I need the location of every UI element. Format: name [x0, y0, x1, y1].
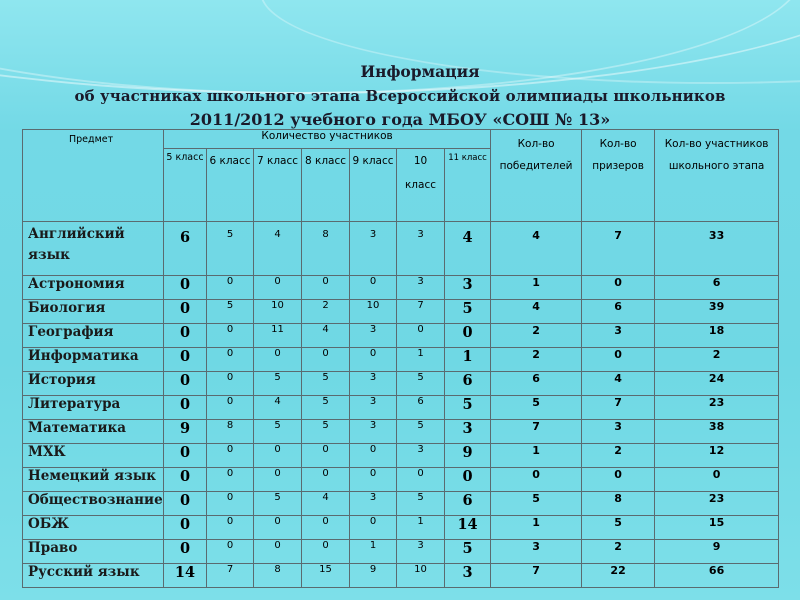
- header-grade-9: 9 класс: [350, 149, 397, 222]
- header-grade-5: 5 класс: [164, 149, 207, 222]
- grade-10-cell: 6: [397, 396, 445, 420]
- grade-9-cell: 0: [350, 468, 397, 492]
- grade-10-cell: 5: [397, 420, 445, 444]
- prizes-cell: 7: [582, 222, 655, 276]
- grade-5-cell: 9: [164, 420, 207, 444]
- grade-10-cell: 3: [397, 276, 445, 300]
- grade-8-cell: 5: [302, 420, 350, 444]
- grade-10-cell: 1: [397, 348, 445, 372]
- grade-9-cell: 3: [350, 492, 397, 516]
- header-grade-7: 7 класс: [254, 149, 302, 222]
- header-participant-count: Количество участников: [164, 130, 491, 149]
- grade-8-cell: 0: [302, 540, 350, 564]
- grade-8-cell: 0: [302, 444, 350, 468]
- total-cell: 23: [655, 396, 779, 420]
- total-cell: 23: [655, 492, 779, 516]
- grade-8-cell: 5: [302, 372, 350, 396]
- table-row: [23, 348, 779, 372]
- grade-5-cell: 0: [164, 396, 207, 420]
- grade-5-cell: 0: [164, 492, 207, 516]
- table-row: [23, 276, 779, 300]
- grade-10-cell: 1: [397, 516, 445, 540]
- prizes-cell: 6: [582, 300, 655, 324]
- prizes-cell: 22: [582, 564, 655, 588]
- grade-7-cell: 4: [254, 396, 302, 420]
- grade-5-cell: 0: [164, 540, 207, 564]
- prizes-cell: 2: [582, 540, 655, 564]
- subject-cell: МХК: [23, 444, 164, 468]
- grade-5-cell: 0: [164, 324, 207, 348]
- grade-5-cell: 0: [164, 300, 207, 324]
- subject-cell: Русский язык: [23, 564, 164, 588]
- table-row: [23, 222, 779, 276]
- grade-8-cell: 0: [302, 516, 350, 540]
- grade-9-cell: 1: [350, 540, 397, 564]
- grade-6-cell: 0: [207, 516, 254, 540]
- grade-8-cell: 0: [302, 348, 350, 372]
- table-row: [23, 564, 779, 588]
- grade-7-cell: 0: [254, 540, 302, 564]
- grade-8-cell: 0: [302, 276, 350, 300]
- grade-10-cell: 3: [397, 540, 445, 564]
- grade-7-cell: 4: [254, 222, 302, 276]
- winners-cell: 2: [491, 348, 582, 372]
- grade-10-cell: 5: [397, 372, 445, 396]
- total-cell: 6: [655, 276, 779, 300]
- grade-11-cell: 0: [445, 468, 491, 492]
- grade-9-cell: 10: [350, 300, 397, 324]
- total-cell: 9: [655, 540, 779, 564]
- table-row: [23, 372, 779, 396]
- grade-7-cell: 5: [254, 372, 302, 396]
- grade-7-cell: 5: [254, 420, 302, 444]
- header-prizes: Кол-во призеров: [582, 130, 655, 222]
- header-grade-8: 8 класс: [302, 149, 350, 222]
- grade-9-cell: 3: [350, 420, 397, 444]
- grade-11-cell: 14: [445, 516, 491, 540]
- grade-9-cell: 3: [350, 372, 397, 396]
- grade-6-cell: 0: [207, 444, 254, 468]
- title-line-2: об участниках школьного этапа Всероссийской олимпиады школьников: [74, 87, 726, 105]
- winners-cell: 0: [491, 468, 582, 492]
- header-grade-11: 11 класс: [445, 149, 491, 222]
- total-cell: 15: [655, 516, 779, 540]
- winners-cell: 2: [491, 324, 582, 348]
- winners-cell: 4: [491, 222, 582, 276]
- grade-9-cell: 3: [350, 324, 397, 348]
- grade-7-cell: 0: [254, 468, 302, 492]
- grade-6-cell: 5: [207, 222, 254, 276]
- header-subject: Предмет: [23, 130, 164, 222]
- grade-11-cell: 1: [445, 348, 491, 372]
- header-winners: Кол-во победителей: [491, 130, 582, 222]
- prizes-cell: 2: [582, 444, 655, 468]
- winners-cell: 3: [491, 540, 582, 564]
- prizes-cell: 5: [582, 516, 655, 540]
- grade-8-cell: 8: [302, 222, 350, 276]
- subject-cell: Астрономия: [23, 276, 164, 300]
- grade-11-cell: 5: [445, 300, 491, 324]
- slide-title: [0, 60, 800, 132]
- grade-11-cell: 4: [445, 222, 491, 276]
- grade-10-cell: 0: [397, 468, 445, 492]
- subject-cell: Биология: [23, 300, 164, 324]
- grade-11-cell: 6: [445, 492, 491, 516]
- grade-11-cell: 3: [445, 564, 491, 588]
- grade-10-cell: 3: [397, 444, 445, 468]
- grade-5-cell: 0: [164, 468, 207, 492]
- grade-11-cell: 9: [445, 444, 491, 468]
- grade-9-cell: 0: [350, 276, 397, 300]
- total-cell: 33: [655, 222, 779, 276]
- winners-cell: 1: [491, 444, 582, 468]
- grade-9-cell: 0: [350, 516, 397, 540]
- grade-8-cell: 4: [302, 492, 350, 516]
- grade-8-cell: 0: [302, 468, 350, 492]
- grade-5-cell: 6: [164, 222, 207, 276]
- grade-10-cell: 10: [397, 564, 445, 588]
- grade-6-cell: 8: [207, 420, 254, 444]
- grade-6-cell: 0: [207, 492, 254, 516]
- grade-6-cell: 0: [207, 540, 254, 564]
- grade-9-cell: 3: [350, 396, 397, 420]
- winners-cell: 5: [491, 396, 582, 420]
- grade-8-cell: 15: [302, 564, 350, 588]
- grade-8-cell: 4: [302, 324, 350, 348]
- grade-7-cell: 0: [254, 516, 302, 540]
- total-cell: 38: [655, 420, 779, 444]
- grade-8-cell: 5: [302, 396, 350, 420]
- subject-cell: История: [23, 372, 164, 396]
- grade-9-cell: 0: [350, 348, 397, 372]
- grade-10-cell: 0: [397, 324, 445, 348]
- table-row: [23, 540, 779, 564]
- winners-cell: 6: [491, 372, 582, 396]
- grade-11-cell: 3: [445, 276, 491, 300]
- title-line-3: 2011/2012 учебного года МБОУ «СОШ № 13»: [189, 110, 611, 129]
- winners-cell: 4: [491, 300, 582, 324]
- grade-5-cell: 0: [164, 276, 207, 300]
- total-cell: 24: [655, 372, 779, 396]
- subject-cell: Обществознание: [23, 492, 164, 516]
- table-row: [23, 444, 779, 468]
- grade-5-cell: 0: [164, 444, 207, 468]
- subject-cell: Немецкий язык: [23, 468, 164, 492]
- grade-10-cell: 3: [397, 222, 445, 276]
- total-cell: 18: [655, 324, 779, 348]
- grade-6-cell: 0: [207, 372, 254, 396]
- grade-7-cell: 0: [254, 276, 302, 300]
- prizes-cell: 0: [582, 348, 655, 372]
- total-cell: 2: [655, 348, 779, 372]
- table-row: [23, 468, 779, 492]
- grade-7-cell: 8: [254, 564, 302, 588]
- header-total: Кол-во участников школьного этапа: [655, 130, 779, 222]
- winners-cell: 7: [491, 420, 582, 444]
- prizes-cell: 4: [582, 372, 655, 396]
- grade-6-cell: 0: [207, 468, 254, 492]
- subject-cell: ОБЖ: [23, 516, 164, 540]
- grade-5-cell: 0: [164, 372, 207, 396]
- grade-10-cell: 5: [397, 492, 445, 516]
- table-row: [23, 324, 779, 348]
- winners-cell: 7: [491, 564, 582, 588]
- prizes-cell: 0: [582, 468, 655, 492]
- grade-6-cell: 0: [207, 396, 254, 420]
- grade-5-cell: 0: [164, 516, 207, 540]
- grade-11-cell: 3: [445, 420, 491, 444]
- table-row: [23, 420, 779, 444]
- winners-cell: 1: [491, 516, 582, 540]
- total-cell: 39: [655, 300, 779, 324]
- winners-cell: 5: [491, 492, 582, 516]
- grade-6-cell: 7: [207, 564, 254, 588]
- total-cell: 0: [655, 468, 779, 492]
- total-cell: 12: [655, 444, 779, 468]
- table-row: [23, 492, 779, 516]
- grade-8-cell: 2: [302, 300, 350, 324]
- subject-cell: Литература: [23, 396, 164, 420]
- header-row: [23, 130, 779, 149]
- grade-7-cell: 5: [254, 492, 302, 516]
- grade-5-cell: 14: [164, 564, 207, 588]
- grade-5-cell: 0: [164, 348, 207, 372]
- subject-cell: Информатика: [23, 348, 164, 372]
- grade-7-cell: 11: [254, 324, 302, 348]
- prizes-cell: 0: [582, 276, 655, 300]
- grade-11-cell: 0: [445, 324, 491, 348]
- table-row: [23, 300, 779, 324]
- prizes-cell: 7: [582, 396, 655, 420]
- grade-11-cell: 5: [445, 540, 491, 564]
- title-line-1: Информация: [360, 62, 480, 81]
- table-row: [23, 516, 779, 540]
- subject-cell: Английский язык: [23, 222, 164, 276]
- table-row: [23, 396, 779, 420]
- grade-6-cell: 0: [207, 324, 254, 348]
- header-grade-10: 10 класс: [397, 149, 445, 222]
- header-grade-6: 6 класс: [207, 149, 254, 222]
- grade-11-cell: 5: [445, 396, 491, 420]
- winners-cell: 1: [491, 276, 582, 300]
- grade-11-cell: 6: [445, 372, 491, 396]
- prizes-cell: 3: [582, 420, 655, 444]
- grade-6-cell: 0: [207, 348, 254, 372]
- olympiad-results-table: [22, 129, 779, 588]
- grade-9-cell: 0: [350, 444, 397, 468]
- subject-cell: География: [23, 324, 164, 348]
- total-cell: 66: [655, 564, 779, 588]
- grade-7-cell: 0: [254, 348, 302, 372]
- subject-cell: Право: [23, 540, 164, 564]
- subject-cell: Математика: [23, 420, 164, 444]
- grade-7-cell: 0: [254, 444, 302, 468]
- grade-9-cell: 9: [350, 564, 397, 588]
- grade-6-cell: 0: [207, 276, 254, 300]
- prizes-cell: 8: [582, 492, 655, 516]
- grade-6-cell: 5: [207, 300, 254, 324]
- grade-9-cell: 3: [350, 222, 397, 276]
- grade-10-cell: 7: [397, 300, 445, 324]
- table-body: [23, 222, 779, 588]
- prizes-cell: 3: [582, 324, 655, 348]
- grade-7-cell: 10: [254, 300, 302, 324]
